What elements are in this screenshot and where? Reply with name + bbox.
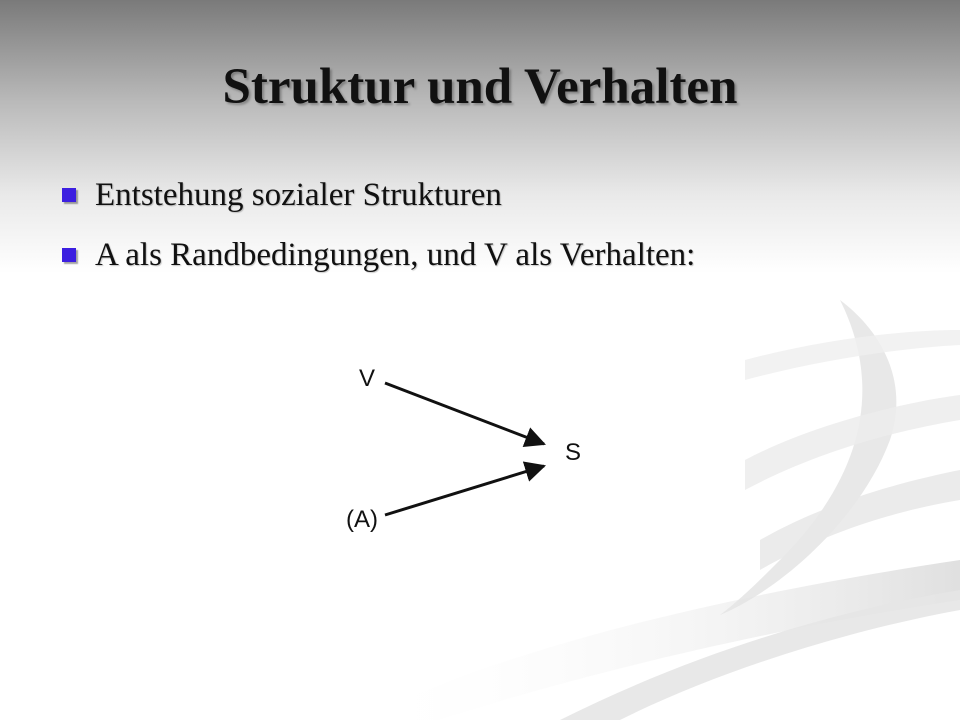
arrow-v-to-s: [385, 383, 544, 444]
node-a: (A): [346, 506, 378, 533]
arrow-a-to-s: [385, 466, 544, 515]
bullet-text: A als Randbedingungen, und V als Verhalten:: [95, 236, 696, 273]
node-v: V: [358, 365, 376, 392]
bullet-text: Entstehung sozialer Strukturen: [95, 176, 502, 213]
slide-title: Struktur und Verhalten: [222, 59, 738, 115]
node-s: S: [564, 439, 582, 466]
